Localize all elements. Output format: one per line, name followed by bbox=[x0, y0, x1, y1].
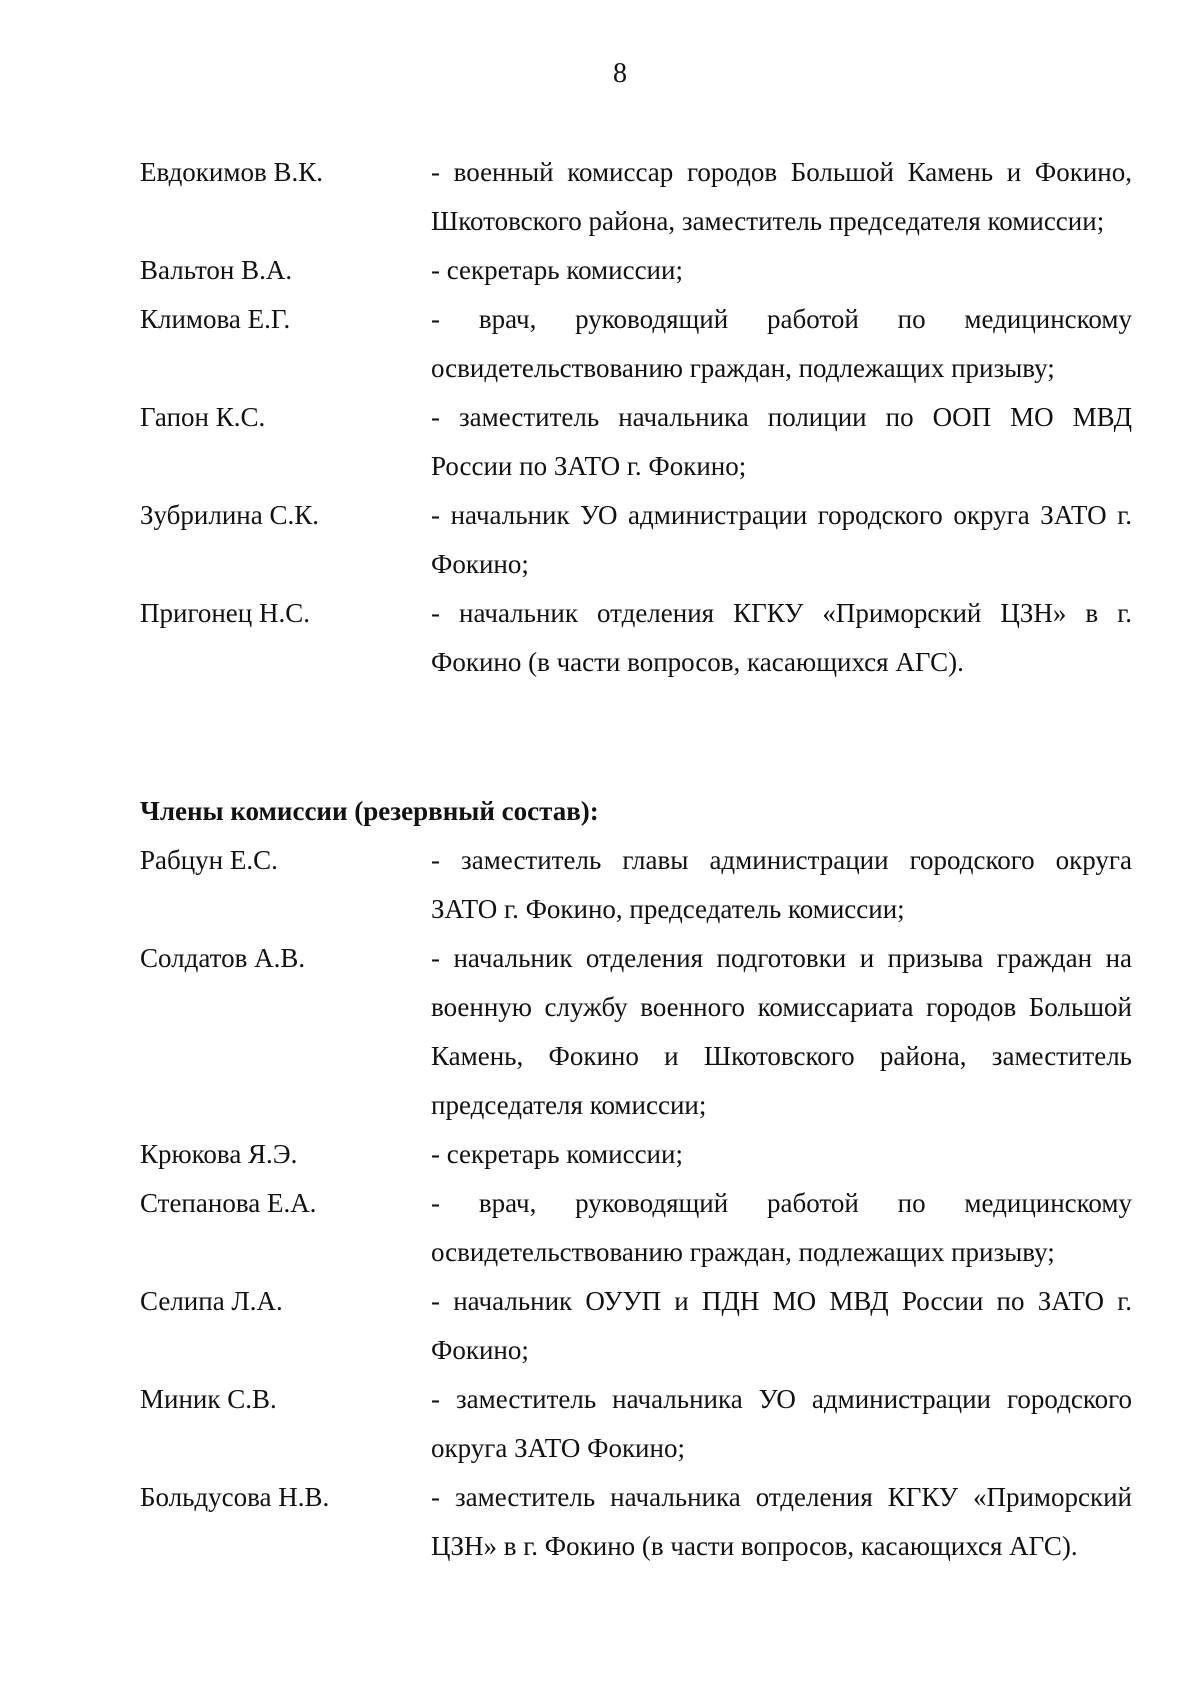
member-name: Крюкова Я.Э. bbox=[140, 1139, 298, 1169]
member-description: - заместитель начальника отделения КГКУ «Приморский ЦЗН» в г. Фокино (в части вопросов, касающихся АГС). bbox=[431, 1482, 1132, 1561]
member-name: Климова Е.Г. bbox=[140, 304, 291, 334]
member-entry bbox=[140, 1277, 1132, 1375]
member-entry bbox=[140, 1130, 1132, 1179]
member-name: Больдусова Н.В. bbox=[140, 1482, 330, 1512]
member-description: - начальник УО администрации городского округа ЗАТО г. Фокино; bbox=[431, 500, 1132, 579]
member-description: - военный комиссар городов Большой Камень и Фокино, Шкотовского района, заместитель председателя комиссии; bbox=[431, 157, 1132, 236]
member-entry bbox=[140, 393, 1132, 491]
member-name: Зубрилина С.К. bbox=[140, 500, 319, 530]
page-number: 8 bbox=[613, 58, 627, 89]
member-entry bbox=[140, 1473, 1132, 1571]
member-description: - заместитель начальника УО администрации городского округа ЗАТО Фокино; bbox=[431, 1384, 1132, 1463]
member-entry bbox=[140, 1375, 1132, 1473]
member-description: - начальник отделения подготовки и призыва граждан на военную службу военного комиссариата городов Большой Камень, Фокино и Шкотовского района, заместитель председателя комиссии; bbox=[431, 943, 1132, 1120]
member-description: - врач, руководящий работой по медицинскому освидетельствованию граждан, подлежащих призыву; bbox=[431, 304, 1132, 383]
member-name: Вальтон В.А. bbox=[140, 255, 293, 285]
member-name: Степанова Е.А. bbox=[140, 1188, 317, 1218]
member-name: Рабцун Е.С. bbox=[140, 845, 278, 875]
member-name: Евдокимов В.К. bbox=[140, 157, 323, 187]
member-description: - начальник отделения КГКУ «Приморский ЦЗН» в г. Фокино (в части вопросов, касающихся АГС). bbox=[431, 598, 1132, 677]
member-entry bbox=[140, 246, 1132, 295]
member-description: - врач, руководящий работой по медицинскому освидетельствованию граждан, подлежащих призыву; bbox=[431, 1188, 1132, 1267]
member-name: Миник С.В. bbox=[140, 1384, 277, 1414]
member-description: - начальник ОУУП и ПДН МО МВД России по ЗАТО г. Фокино; bbox=[431, 1286, 1132, 1365]
member-description: - заместитель главы администрации городского округа ЗАТО г. Фокино, председатель комиссии; bbox=[431, 845, 1132, 924]
member-entry bbox=[140, 934, 1132, 1130]
member-name: Гапон К.С. bbox=[140, 402, 266, 432]
member-entry bbox=[140, 1179, 1132, 1277]
reserve-members-list bbox=[140, 836, 1132, 1571]
main-members-list bbox=[140, 148, 1132, 687]
member-name: Солдатов А.В. bbox=[140, 943, 306, 973]
member-description: - секретарь комиссии; bbox=[431, 1139, 683, 1169]
member-name: Селипа Л.А. bbox=[140, 1286, 283, 1316]
member-description: - секретарь комиссии; bbox=[431, 255, 683, 285]
member-entry bbox=[140, 491, 1132, 589]
reserve-section-heading: Члены комиссии (резервный состав): bbox=[140, 796, 599, 826]
member-entry bbox=[140, 148, 1132, 246]
member-name: Пригонец Н.С. bbox=[140, 598, 310, 628]
member-description: - заместитель начальника полиции по ООП МО МВД России по ЗАТО г. Фокино; bbox=[431, 402, 1132, 481]
member-entry bbox=[140, 589, 1132, 687]
member-entry bbox=[140, 836, 1132, 934]
member-entry bbox=[140, 295, 1132, 393]
